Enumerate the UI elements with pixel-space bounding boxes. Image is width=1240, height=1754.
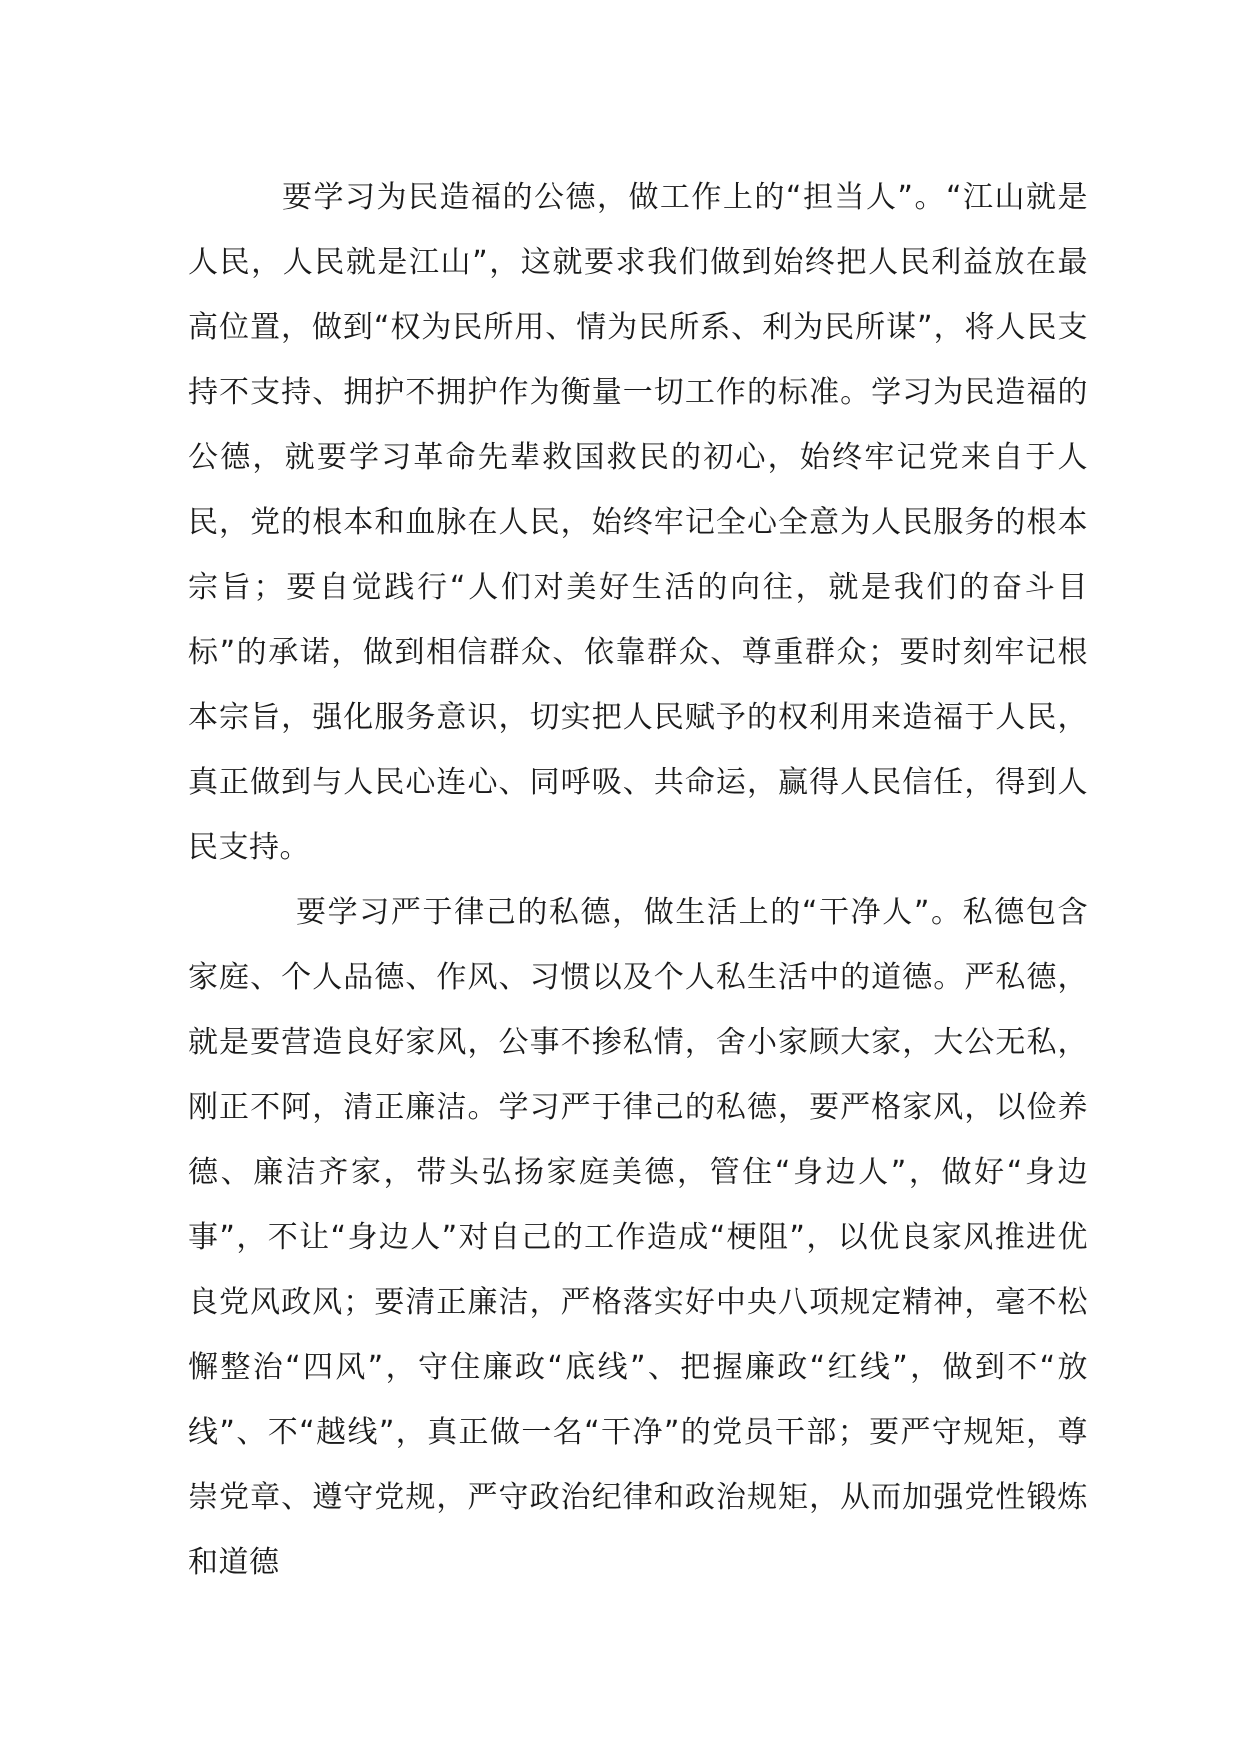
document-body bbox=[188, 165, 1088, 1595]
paragraph-public-morality: 要学习为民造福的公德，做工作上的“担当人”。“江山就是人民，人民就是江山”，这就要求我们做到始终把人民利益放在最高位置，做到“权为民所用、情为民所系、利为民所谋”，将人民支持不支持、拥护不拥护作为衡量一切工作的标准。学习为民造福的公德，就要学习革命先辈救国救民的初心，始终牢记党来自于人民，党的根本和血脉在人民，始终牢记全心全意为人民服务的根本宗旨；要自觉践行“人们对美好生活的向往，就是我们的奋斗目标”的承诺，做到相信群众、依靠群众、尊重群众；要时刻牢记根本宗旨，强化服务意识，切实把人民赋予的权利用来造福于人民，真正做到与人民心连心、同呼吸、共命运，赢得人民信任，得到人民支持。 bbox=[188, 180, 1088, 865]
paragraph-private-morality: 要学习严于律己的私德，做生活上的“干净人”。私德包含家庭、个人品德、作风、习惯以及个人私生活中的道德。严私德，就是要营造良好家风，公事不掺私情，舍小家顾大家，大公无私，刚正不阿，清正廉洁。学习严于律己的私德，要严格家风，以俭养德、廉洁齐家，带头弘扬家庭美德，管住“身边人”，做好“身边事”，不让“身边人”对自己的工作造成“梗阻”，以优良家风推进优良党风政风；要清正廉洁，严格落实好中央八项规定精神，毫不松懈整治“四风”，守住廉政“底线”、把握廉政“红线”，做到不“放线”、不“越线”，真正做一名“干净”的党员干部；要严守规矩，尊崇党章、遵守党规，严守政治纪律和政治规矩，从而加强党性锻炼和道德 bbox=[188, 895, 1088, 1580]
